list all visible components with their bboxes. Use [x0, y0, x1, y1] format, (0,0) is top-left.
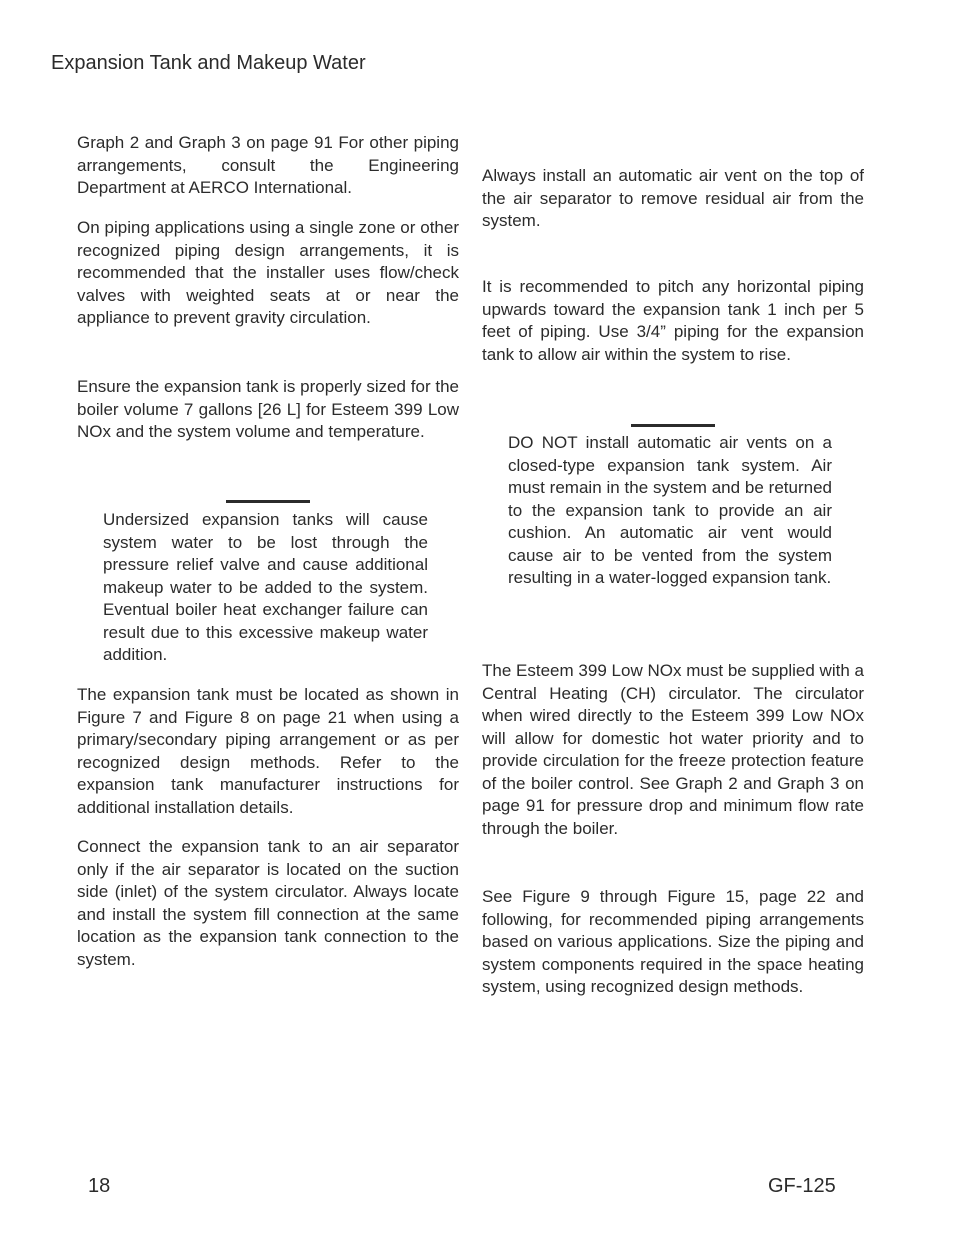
caution-note: [103, 509, 428, 667]
right-paragraph-1: [482, 165, 864, 233]
caution-text: Undersized expansion tanks will cause system water to be lost through the pressure relief valve and cause additional makeup water to be added to the system. Eventual boiler heat exchanger failure can result due to this excessive makeup water addition.: [103, 510, 428, 664]
caution-rule: [631, 424, 715, 427]
paragraph-text: Graph 2 and Graph 3 on page 91 For other piping arrangements, consult the Engineering Department at AERCO International.: [77, 133, 459, 197]
paragraph-text: Ensure the expansion tank is properly sized for the boiler volume 7 gallons [26 L] for Esteem 399 Low NOx and the system volume and temperature.: [77, 377, 459, 441]
left-paragraph-5: [77, 836, 459, 971]
right-paragraph-2: [482, 276, 864, 366]
paragraph-text: It is recommended to pitch any horizontal piping upwards toward the expansion tank 1 inch per 5 feet of piping. Use 3/4” piping for the expansion tank to allow air within the system to rise.: [482, 277, 864, 364]
right-paragraph-3: [482, 660, 864, 840]
left-paragraph-1: [77, 132, 459, 200]
paragraph-text: On piping applications using a single zone or other recognized piping design arrangements, it is recommended that the installer uses flow/check valves with weighted seats at or near the appliance to prevent gravity circulation.: [77, 218, 459, 327]
document-code: GF-125: [768, 1175, 836, 1197]
paragraph-text: Connect the expansion tank to an air separator only if the air separator is located on the suction side (inlet) of the system circulator. Always locate and install the system fill connection at the same location as the expansion tank connection to the system.: [77, 837, 459, 969]
paragraph-text: The Esteem 399 Low NOx must be supplied with a Central Heating (CH) circulator. The circulator when wired directly to the Esteem 399 Low NOx will allow for domestic hot water priority and to provide circulation for the freeze protection feature of the boiler control. See Graph 2 and Graph 3 on page 91 for pressure drop and minimum flow rate through the boiler.: [482, 661, 864, 838]
left-paragraph-3: [77, 376, 459, 444]
caution-text: DO NOT install automatic air vents on a closed-type expansion tank system. Air must remain in the system and be returned to the expansion tank to provide an air cushion. An automatic air vent would cause air to be vented from the system resulting in a water-logged expansion tank.: [508, 433, 832, 587]
page-number: 18: [88, 1175, 111, 1197]
left-paragraph-4: [77, 684, 459, 819]
paragraph-text: The expansion tank must be located as shown in Figure 7 and Figure 8 on page 21 when using a primary/secondary piping arrangement or as per recognized design methods. Refer to the expansion tank manufacturer instructions for additional installation details.: [77, 685, 459, 817]
section-header: Expansion Tank and Makeup Water: [51, 52, 366, 74]
paragraph-text: Always install an automatic air vent on the top of the air separator to remove residual air from the system.: [482, 166, 864, 230]
left-paragraph-2: [77, 217, 459, 330]
caution-rule: [226, 500, 310, 503]
paragraph-text: See Figure 9 through Figure 15, page 22 and following, for recommended piping arrangements based on various applications. Size the piping and system components required in the space heating system, using recognized design methods.: [482, 887, 864, 996]
caution-note: [508, 432, 832, 590]
right-paragraph-4: [482, 886, 864, 999]
